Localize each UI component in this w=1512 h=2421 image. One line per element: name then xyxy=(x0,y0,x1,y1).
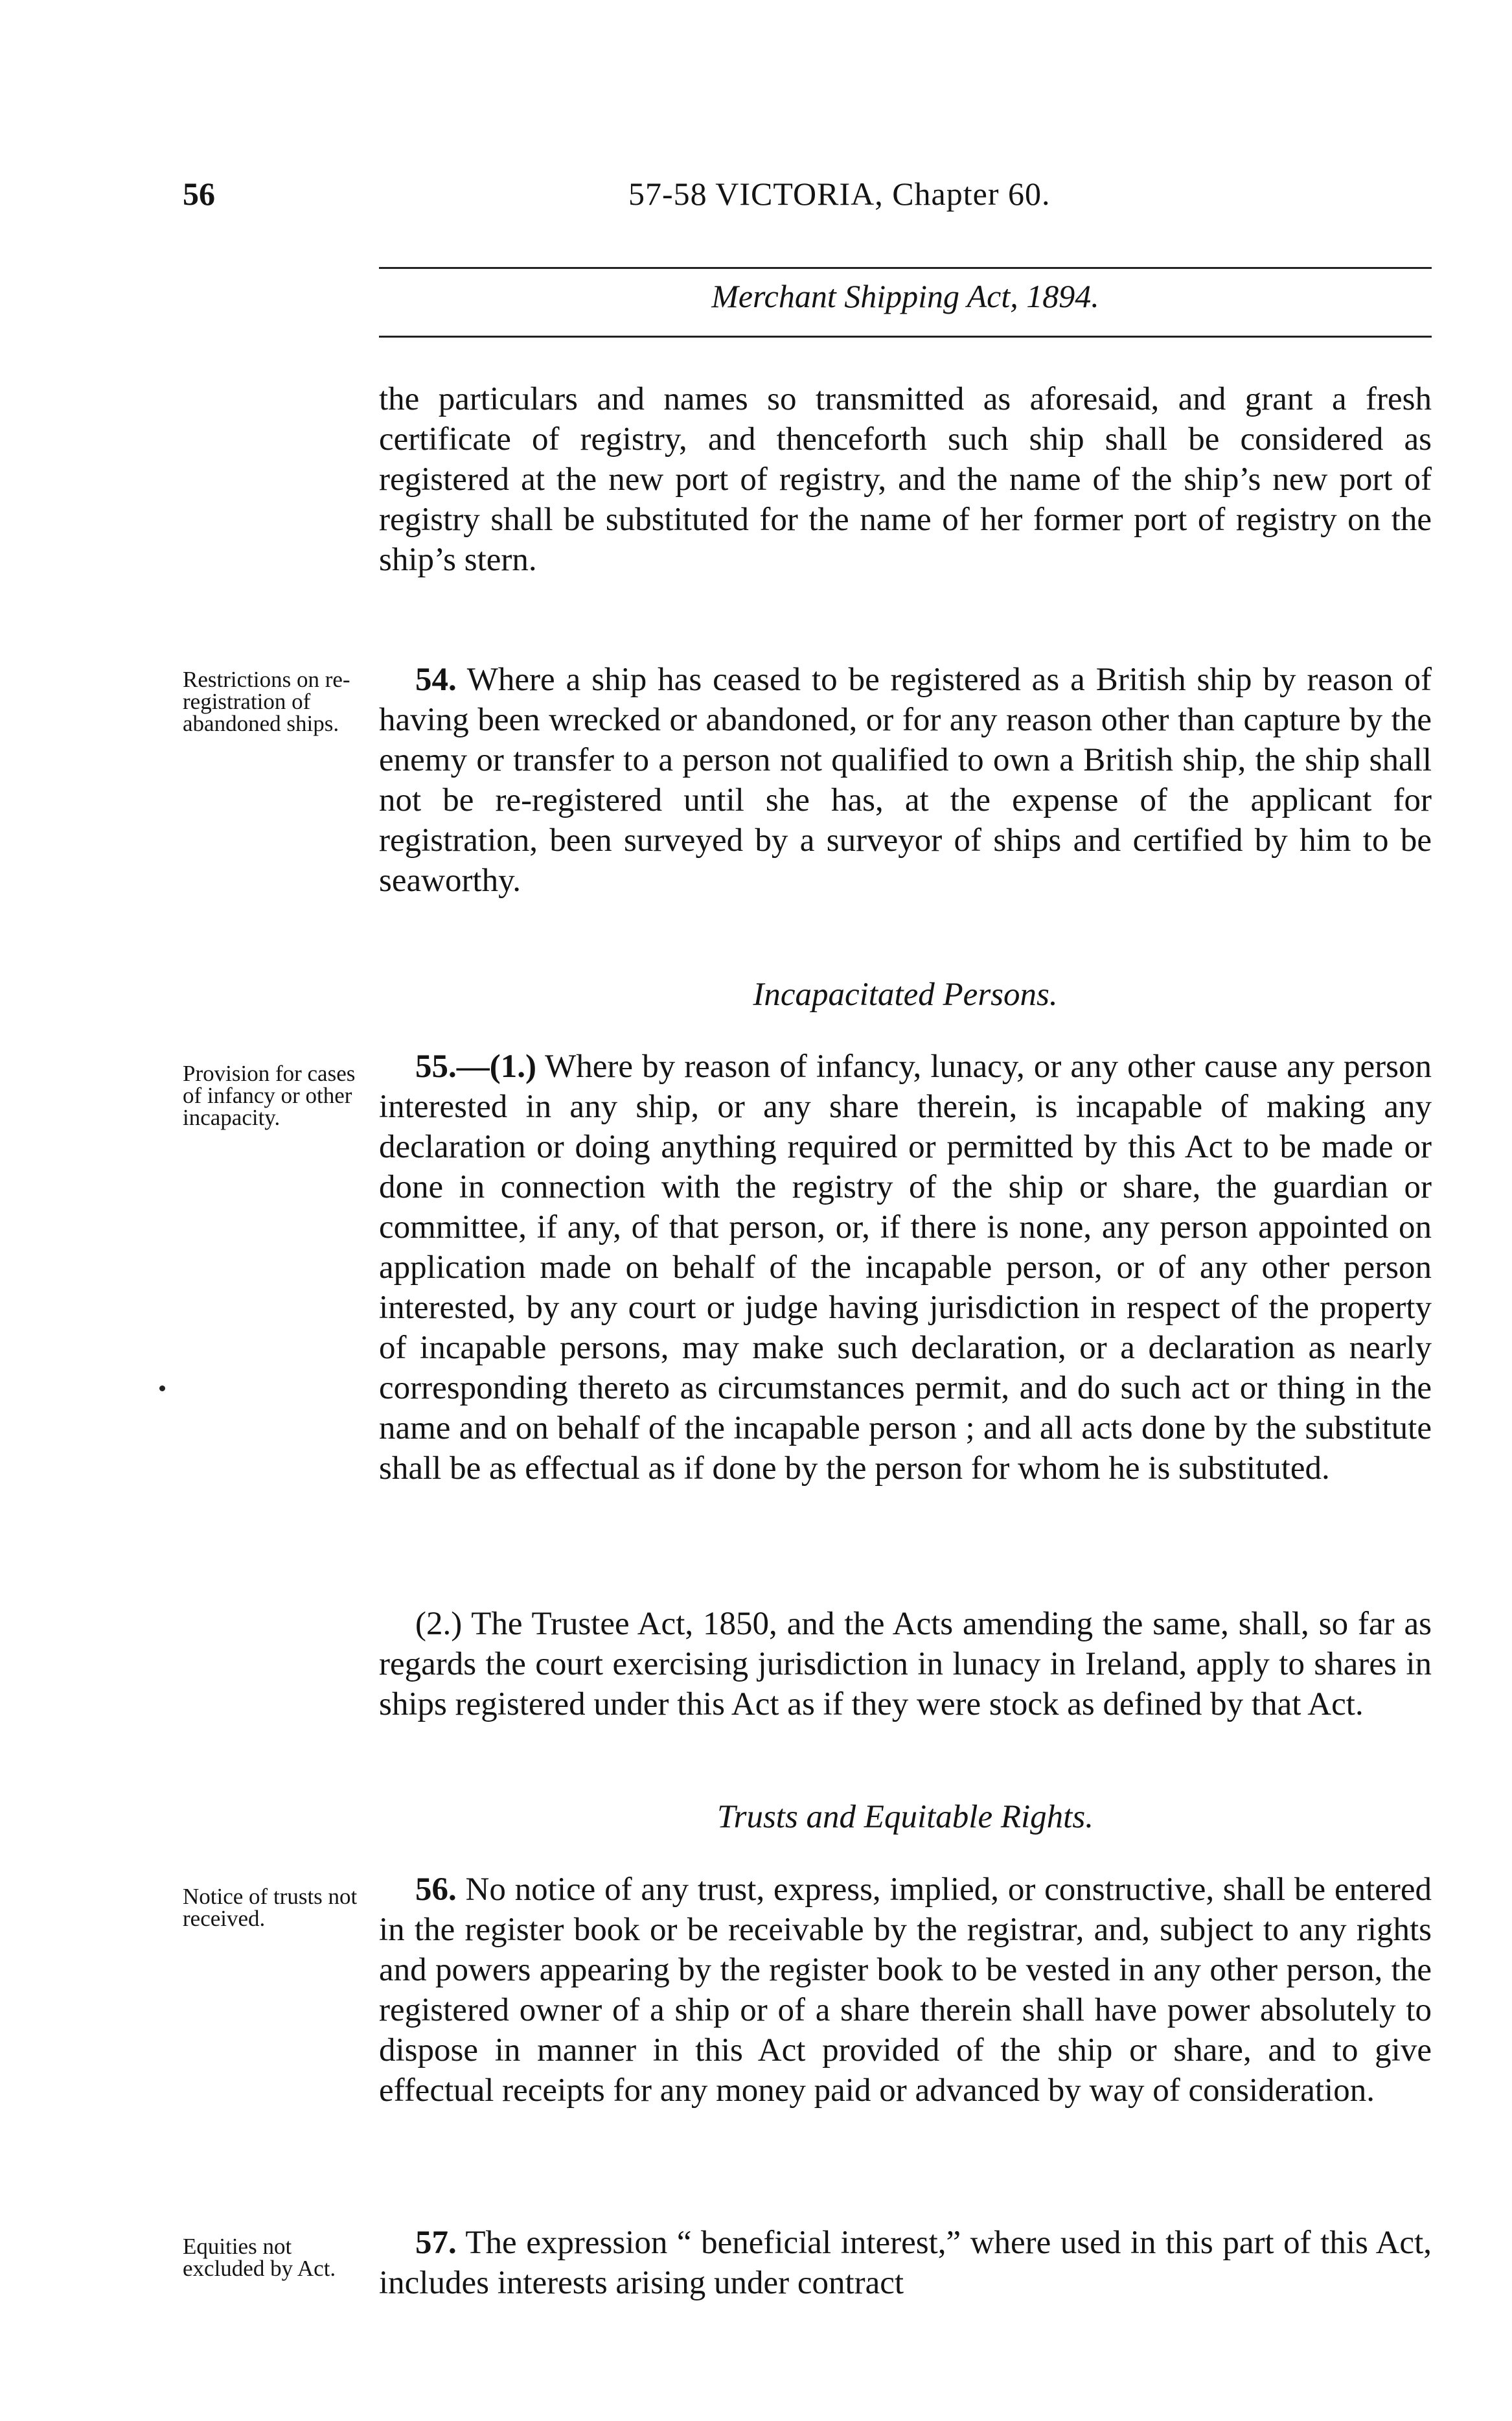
section-56 xyxy=(379,1870,1432,2111)
act-title: Merchant Shipping Act, 1894. xyxy=(711,278,1099,314)
section-text: No notice of any trust, express, implied, or constructive, shall be entered in the register book or be receivable by the registrar, and, subject to any rights and powers appearing by the register book to be vested in any other person, the registered owner of a ship or of a share therein shall have power absolutely to dispose in manner in this Act provided of the ship or share, and to give effectual receipts for any money paid or advanced by way of consideration. xyxy=(379,1871,1432,2109)
heading-trusts-and-equitable-rights: Trusts and Equitable Rights. xyxy=(717,1799,1094,1835)
page-number: 56 xyxy=(183,176,215,212)
section-number: 54. xyxy=(415,662,457,698)
marginal-note-s56: Notice of trusts not received. xyxy=(183,1884,358,1931)
section-number: 57. xyxy=(415,2225,457,2261)
section-text: The expression “ beneficial interest,” where used in this part of this Act, includes interests arising under contract xyxy=(379,2225,1432,2301)
margin-dot xyxy=(159,1385,165,1391)
section-54 xyxy=(379,660,1432,901)
section-number: 55.—(1.) xyxy=(415,1048,536,1085)
heading-incapacitated-persons: Incapacitated Persons. xyxy=(753,977,1058,1013)
running-head: 57-58 VICTORIA, Chapter 60. xyxy=(628,176,1051,212)
section-text: Where a ship has ceased to be registered as a British ship by reason of having been wrecked or abandoned, or for any reason other than capture by the enemy or transfer to a person not qualified to own a British ship, the ship shall not be re-registered until she has, at the expense of the applicant for registration, been surveyed by a surveyor of ships and certified by him to be seaworthy. xyxy=(379,662,1432,899)
header-rule-top xyxy=(379,267,1432,269)
continuation-paragraph: the particulars and names so transmitted as aforesaid, and grant a fresh certificate of registry, and thenceforth such ship shall be considered as registered at the new port of registry, and the name of the ship’s new port of registry shall be substituted for the name of her former port of registry on the ship’s stern. xyxy=(379,381,1432,578)
section-number: 56. xyxy=(415,1871,457,1908)
section-text: Where by reason of infancy, lunacy, or any other cause any person interested in any ship, or any share therein, is incapable of making any declaration or doing anything required or permitted by this Act to be made or done in connection with the registry of the ship or share, the guardian or committee, if any, of that person, or, if there is none, any person appointed on application made on behalf of the incapable person, or of any other person interested, by any court or judge having jurisdiction in respect of the property of incapable persons, may make such declaration, or a declaration as nearly corresponding thereto as circumstances permit, and do such act or thing in the name and on behalf of the incapable person ; and all acts done by the substitute shall be as effectual as if done by the person for whom he is substituted. xyxy=(379,1048,1432,1487)
section-55 xyxy=(379,1047,1432,1489)
marginal-note-s57: Equities not excluded by Act. xyxy=(183,2234,336,2281)
marginal-note-s54: Restrictions on re-registration of abandoned ships. xyxy=(183,667,350,736)
section-55-subsection-2: (2.) The Trustee Act, 1850, and the Acts amending the same, shall, so far as regards the court exercising jurisdiction in lunacy in Ireland, apply to shares in ships registered under this Act as if they were stock as defined by that Act. xyxy=(379,1606,1432,1722)
marginal-note-s55: Provision for cases of infancy or other incapacity. xyxy=(183,1061,356,1130)
section-57 xyxy=(379,2223,1432,2303)
header-rule-bottom xyxy=(379,336,1432,338)
